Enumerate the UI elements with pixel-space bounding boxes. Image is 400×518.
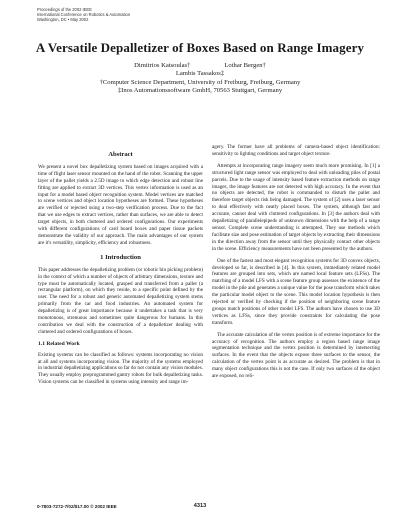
proceedings-header bbox=[37, 7, 130, 22]
abstract-text: We present a novel box depalletizing system based on images acquired with a time of flight laser sensor mounted on the hand of the robot. Scanning the upper layer of the pallet yields a 2.5D image to which edge detection and robust line fitting are applied to extract 3D vertices. This vertex information is used as an input for a model based object recognition system. Model vertices are matched to scene vertices and object location hypotheses are formed. These hypotheses are verified or rejected using a two-step verification process. Due to the fact that we use edges to extract vertices, rather than surfaces, we are able to detect target objects, in both cluttered and ordered configurations. Our experiments with different configurations of card board boxes and paper tissue packets demonstrate the validity of our approach. The main advantages of our system are it's versatility, simplicity, efficiency and robustness. bbox=[38, 163, 203, 246]
header-line-2: International Conference on Robotics & Automation bbox=[37, 12, 131, 17]
author-bergen: Lothar Bergen† bbox=[224, 62, 266, 69]
right-paragraph-3: One of the fastest and most elegant recognition systems for 3D convex objects, developed so far, is described in [4]. In this system, immediately related model features are grouped into sets, which are named local feature sets (LFSs). The matching of a model LFS with a scene feature group assesses the existence of the model in the pile and generates a unique value for the pose transform which takes the particular model object to the scene. This model location hypothesis is then rejected or verified by checking if the position of neighboring scene feature groups match positions of other model LFS. The authors have chosen to use 3D vertices as LFSs, since they provide constraints for calculating the pose transform. bbox=[212, 257, 380, 326]
affiliation-freiburg: †Computer Science Department, University of Freiburg, Freiburg, Germany bbox=[99, 78, 301, 86]
introduction-heading: 1 Introduction bbox=[100, 253, 141, 261]
header-line-3: Washington, DC • May 2002 bbox=[37, 17, 89, 22]
author-tassakos: Lambis Tassakos‡ bbox=[175, 70, 225, 78]
author-block bbox=[0, 62, 400, 96]
introduction-paragraph: This paper addresses the depalletizing problem (or robotic bin picking problem) in the context of which a number of objects of arbitrary dimensions, texture and type must be automatically located, grasped and transferred from a pallet (a rectangular platform), on which they reside, to a specific point defined by the user. The need for a robust and generic automated depalletizing system stems primarily from the car and food industries. An automated system for depalletizing is of great importance because it undertakes a task that is very monotonous, strenuous and sometimes quite dangerous for humans. In this contribution we deal with the construction of a depalletizer dealing with cluttered and ordered configurations of boxes. bbox=[38, 266, 203, 335]
affiliation-inos: ‡Inos Automationssoftware GmbH, 70563 Stuttgart, Germany bbox=[117, 87, 283, 95]
right-paragraph-4: The accurate calculation of the vertex position is of extreme importance for the accuracy of recognition. The authors employ a region based range image segmentation technique and the vertex position is determined by intersecting surfaces. In the event that the objects expose three surfaces to the sensor, the calculation of the vertex point is as accurate as desired. The problem is that in many object configurations this is not the case. If only two surfaces of the object are exposed, no reli- bbox=[212, 331, 380, 380]
paper-title: A Versatile Depalletizer of Boxes Based on Range Imagery bbox=[35, 40, 365, 55]
left-column bbox=[38, 152, 203, 391]
right-paragraph-1: agery. The former have all problems of camera-based object identification: sensitivity to lighting conditions and target object texture. bbox=[212, 144, 380, 157]
page-number: 4313 bbox=[193, 503, 207, 509]
author-katsoulas: Dimitrios Katsoulas† bbox=[134, 62, 191, 69]
header-line-1: Proceedings of the 2002 IEEE bbox=[37, 7, 92, 12]
related-work-heading: 1.1 Related Work bbox=[38, 340, 80, 347]
related-work-paragraph: Existing systems can be classified as follows: systems incorporating no vision at all and systems incorporating vision. The majority of the systems employed in industrial depalletizing applications so far do not contain any vision modules. They usually employ preprogrammed gantry robots for bulk depalletizing tasks. Vision systems can be classified in systems using intensity and range im- bbox=[38, 351, 203, 386]
abstract-heading: Abstract bbox=[108, 151, 133, 158]
copyright-notice: 0-7803-7272-7/02/$17.00 © 2002 IEEE bbox=[37, 504, 117, 509]
right-paragraph-2: Attempts at incorporating range imagery seem much more promising. In [1] a structured light range sensor was employed to deal with unloading piles of postal parcels. Due to the usage of intensity based feature extraction methods on range images, the image features are not detected with high accuracy. In the event that no objects are detected, the robot is commanded to disturb the pallet and therefore target objects risk being damaged. The system of [2] uses a laser sensor to deal effectively with neatly placed boxes. The system, although fast and accurate, cannot deal with cluttered configurations. In [3] the authors deal with depalletizing of parallelepipeds of unknown dimensions with the help of a range sensor. Complete scene understanding is attempted. They use methods which facilitate size and pose estimation of target objects by extracting their dimensions in the direction away from the sensor until they physically contact other objects in the scene. Efficiency measurements have not been presented by the authors. bbox=[212, 162, 380, 252]
right-column bbox=[212, 144, 380, 385]
